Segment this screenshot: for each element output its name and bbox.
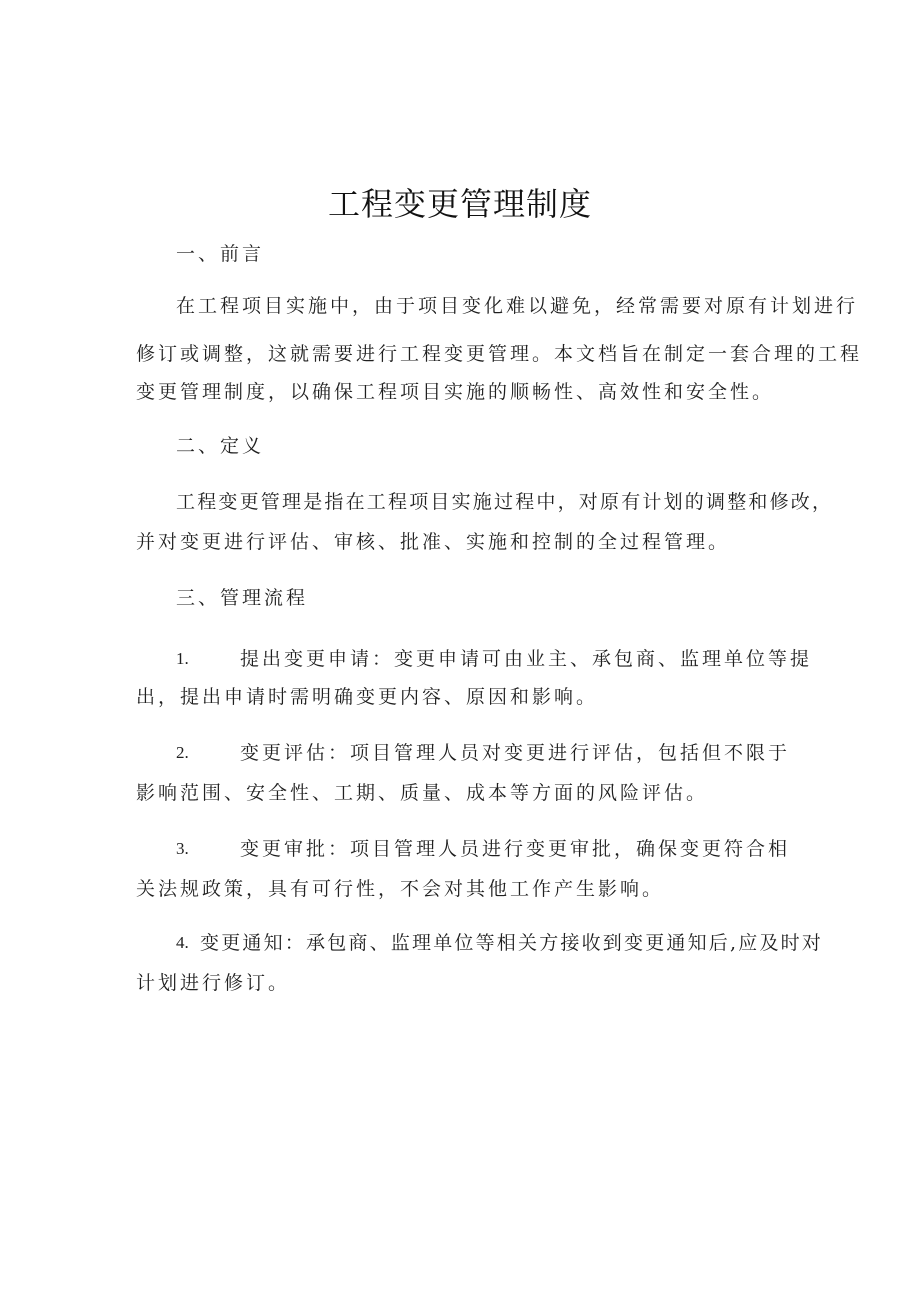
definition-line-2: 并对变更进行评估、审核、批准、实施和控制的全过程管理。 [136,531,731,553]
process-item-2-line-1: 变更评估：项目管理人员对变更进行评估，包括但不限于 [240,742,791,764]
process-item-3-line-1: 变更审批：项目管理人员进行变更审批，确保变更符合相 [240,838,791,860]
process-item-4-line-1: 变更通知：承包商、监理单位等相关方接收到变更通知后,应及时对 [200,932,824,954]
process-item-4-line-2: 计划进行修订。 [136,972,291,994]
preface-line-1: 在工程项目实施中，由于项目变化难以避免，经常需要对原有计划进行 [176,295,859,317]
process-item-3-number: 3. [176,839,189,858]
section-heading-process: 三、管理流程 [176,587,309,609]
document-title: 工程变更管理制度 [327,185,592,223]
preface-line-2: 修订或调整，这就需要进行工程变更管理。本文档旨在制定一套合理的工程 [136,343,863,365]
preface-line-3: 变更管理制度，以确保工程项目实施的顺畅性、高效性和安全性。 [136,381,775,403]
definition-line-1: 工程变更管理是指在工程项目实施过程中，对原有计划的调整和修改， [176,491,834,513]
process-item-4-number: 4. [176,933,189,952]
section-heading-preface: 一、前言 [176,243,265,265]
process-item-2-line-2: 影响范围、安全性、工期、质量、成本等方面的风险评估。 [136,782,709,804]
process-item-1-number: 1. [176,649,189,668]
process-item-1-line-2: 出，提出申请时需明确变更内容、原因和影响。 [136,686,599,708]
process-item-2-number: 2. [176,743,189,762]
process-item-3-line-2: 关法规政策，具有可行性，不会对其他工作产生影响。 [136,878,665,900]
process-item-1-line-1: 提出变更申请：变更申请可由业主、承包商、监理单位等提 [240,648,813,670]
section-heading-definition: 二、定义 [176,435,265,457]
